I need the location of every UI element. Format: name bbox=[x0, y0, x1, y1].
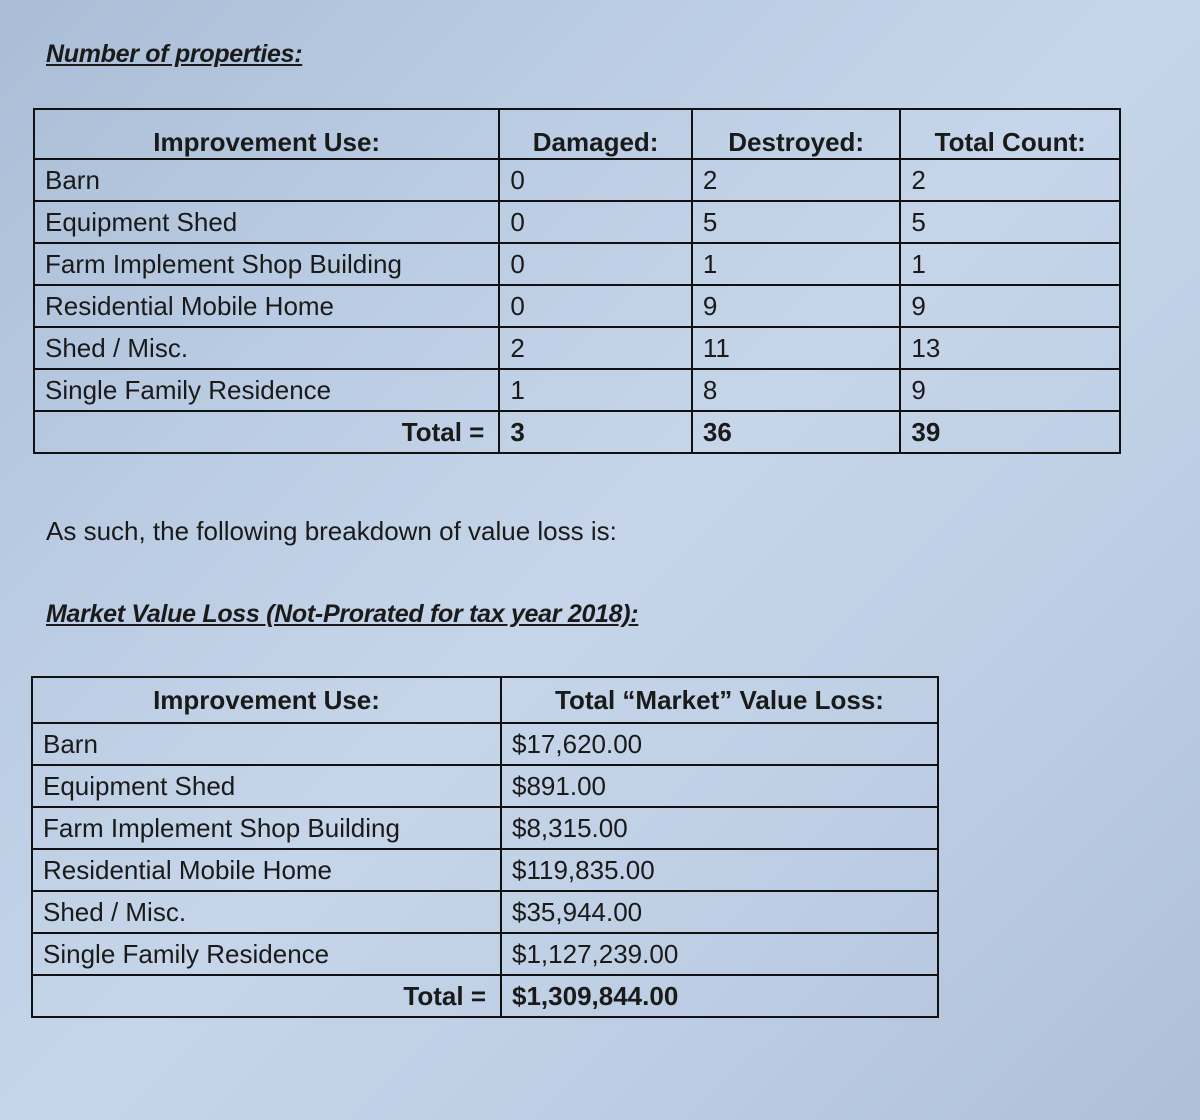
header-destroyed: Destroyed: bbox=[692, 109, 901, 159]
cell-total: 9 bbox=[900, 369, 1120, 411]
header-market-value-loss: Total “Market” Value Loss: bbox=[501, 677, 938, 723]
table-row bbox=[32, 933, 938, 975]
transition-text: As such, the following breakdown of value loss is: bbox=[46, 516, 617, 546]
properties-table bbox=[33, 108, 1121, 454]
table-row bbox=[32, 723, 938, 765]
table-row bbox=[32, 891, 938, 933]
cell-use: Equipment Shed bbox=[34, 201, 499, 243]
cell-use: Barn bbox=[34, 159, 499, 201]
cell-destroyed: 9 bbox=[692, 285, 901, 327]
total-value: $1,309,844.00 bbox=[501, 975, 938, 1017]
cell-value: $35,944.00 bbox=[501, 891, 938, 933]
table-row bbox=[34, 327, 1120, 369]
cell-destroyed: 2 bbox=[692, 159, 901, 201]
cell-total: 13 bbox=[900, 327, 1120, 369]
total-damaged: 3 bbox=[499, 411, 692, 453]
cell-value: $8,315.00 bbox=[501, 807, 938, 849]
table-row bbox=[34, 243, 1120, 285]
table-row bbox=[34, 201, 1120, 243]
cell-destroyed: 8 bbox=[692, 369, 901, 411]
total-row bbox=[32, 975, 938, 1017]
cell-value: $1,127,239.00 bbox=[501, 933, 938, 975]
cell-use: Shed / Misc. bbox=[32, 891, 501, 933]
header-improvement-use: Improvement Use: bbox=[32, 677, 501, 723]
total-label: Total = bbox=[32, 975, 501, 1017]
properties-heading: Number of properties: bbox=[46, 40, 303, 68]
cell-total: 2 bbox=[900, 159, 1120, 201]
cell-use: Single Family Residence bbox=[34, 369, 499, 411]
cell-value: $17,620.00 bbox=[501, 723, 938, 765]
total-label: Total = bbox=[34, 411, 499, 453]
total-count: 39 bbox=[900, 411, 1120, 453]
header-total-count: Total Count: bbox=[900, 109, 1120, 159]
cell-use: Residential Mobile Home bbox=[32, 849, 501, 891]
table-row bbox=[32, 765, 938, 807]
table-header-row bbox=[32, 677, 938, 723]
table-row bbox=[32, 849, 938, 891]
cell-destroyed: 11 bbox=[692, 327, 901, 369]
cell-total: 1 bbox=[900, 243, 1120, 285]
table-row bbox=[34, 285, 1120, 327]
cell-destroyed: 1 bbox=[692, 243, 901, 285]
table-row bbox=[34, 159, 1120, 201]
cell-value: $891.00 bbox=[501, 765, 938, 807]
cell-damaged: 0 bbox=[499, 243, 692, 285]
cell-damaged: 0 bbox=[499, 285, 692, 327]
cell-damaged: 2 bbox=[499, 327, 692, 369]
market-value-heading: Market Value Loss (Not-Prorated for tax year 2018): bbox=[46, 600, 639, 628]
market-value-table bbox=[31, 676, 939, 1018]
header-improvement-use: Improvement Use: bbox=[34, 109, 499, 159]
total-destroyed: 36 bbox=[692, 411, 901, 453]
total-row bbox=[34, 411, 1120, 453]
table-header-row bbox=[34, 109, 1120, 159]
cell-use: Shed / Misc. bbox=[34, 327, 499, 369]
cell-damaged: 0 bbox=[499, 201, 692, 243]
cell-damaged: 0 bbox=[499, 159, 692, 201]
cell-total: 5 bbox=[900, 201, 1120, 243]
table-row bbox=[34, 369, 1120, 411]
cell-use: Farm Implement Shop Building bbox=[32, 807, 501, 849]
cell-use: Farm Implement Shop Building bbox=[34, 243, 499, 285]
cell-total: 9 bbox=[900, 285, 1120, 327]
cell-value: $119,835.00 bbox=[501, 849, 938, 891]
cell-use: Equipment Shed bbox=[32, 765, 501, 807]
table-row bbox=[32, 807, 938, 849]
cell-use: Single Family Residence bbox=[32, 933, 501, 975]
header-damaged: Damaged: bbox=[499, 109, 692, 159]
cell-destroyed: 5 bbox=[692, 201, 901, 243]
cell-use: Residential Mobile Home bbox=[34, 285, 499, 327]
cell-use: Barn bbox=[32, 723, 501, 765]
cell-damaged: 1 bbox=[499, 369, 692, 411]
